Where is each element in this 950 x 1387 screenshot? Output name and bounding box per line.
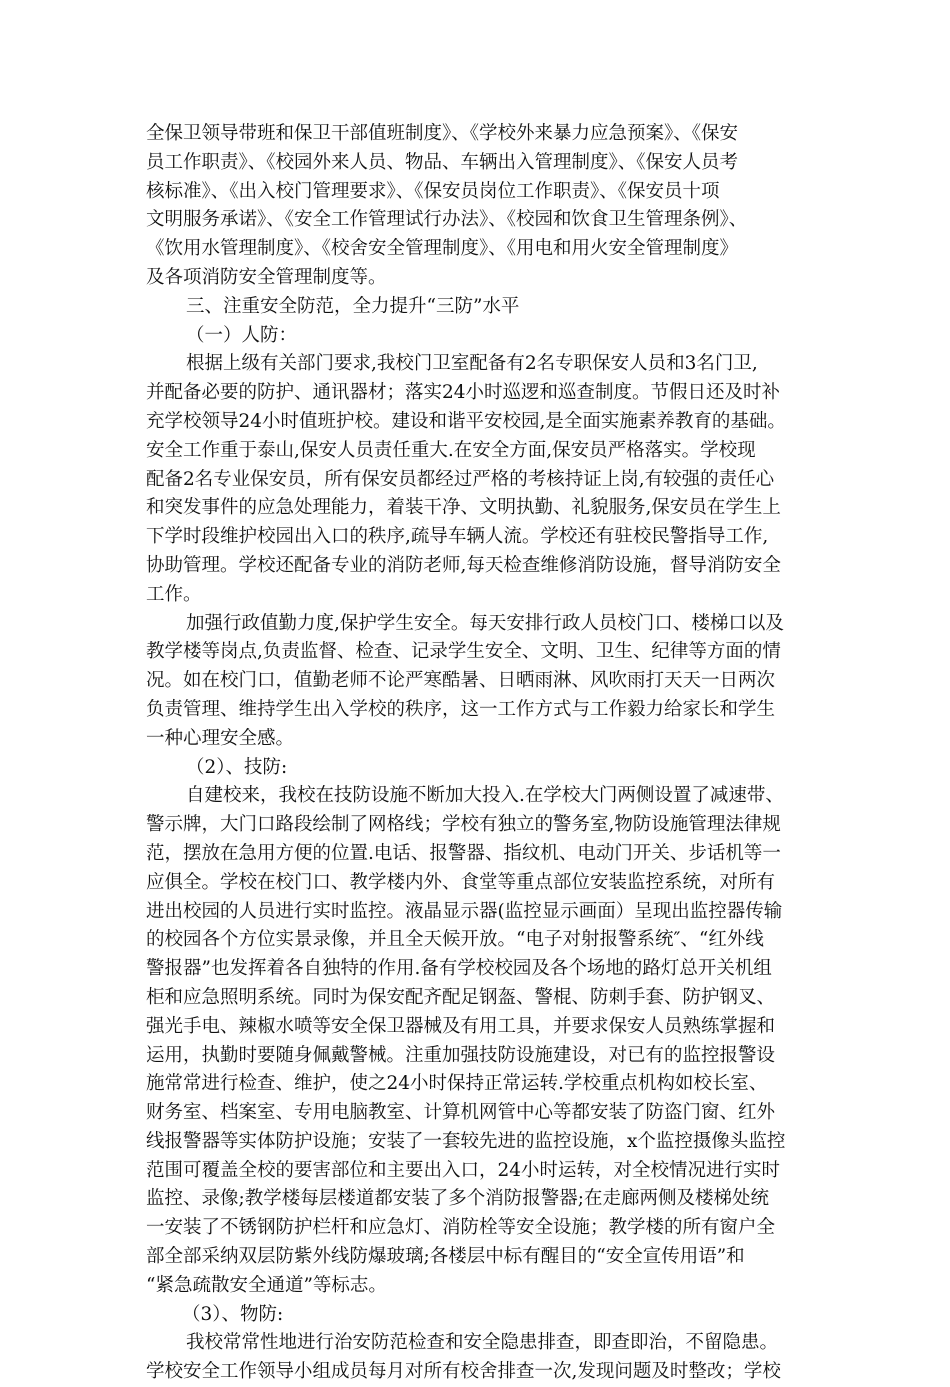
text-line: 员工作职责》、《校园外来人员、物品、车辆出入管理制度》、《保安人员考 xyxy=(146,151,739,173)
text-line: 况。如在校门口，值勤老师不论严寒酷暑、日晒雨淋、风吹雨打天天一日两次 xyxy=(146,670,776,692)
text-line: 三、注重安全防范，全力提升“三防”水平 xyxy=(186,295,520,317)
text-line: 线报警器等实体防护设施；安装了一套较先进的监控设施，x个监控摄像头监控 xyxy=(146,1130,786,1152)
text-line: “紧急疏散安全通道”等标志。 xyxy=(146,1274,387,1296)
text-line: 应俱全。学校在校门口、教学楼内外、食堂等重点部位安装监控系统，对所有 xyxy=(146,871,776,893)
text-line: 部全部采纳双层防紫外线防爆玻璃;各楼层中标有醒目的“安全宣传用语”和 xyxy=(146,1246,745,1268)
text-line: 工作。 xyxy=(146,583,202,605)
text-line: 范围可覆盖全校的要害部位和主要出入口，24小时运转，对全校情况进行实时 xyxy=(146,1159,781,1181)
text-line: 的校园各个方位实景录像，并且全天候开放。“电子对射报警系统″、“红外线 xyxy=(146,929,764,951)
text-line: 安全工作重于泰山,保安人员责任重大.在安全方面,保安员严格落实。学校现 xyxy=(146,439,756,461)
text-line: 施常常进行检查、维护，使之24小时保持正常运转.学校重点机构如校长室、 xyxy=(146,1073,768,1095)
text-line: 我校常常性地进行治安防范检查和安全隐患排查，即查即治，不留隐患。 xyxy=(186,1332,779,1354)
text-line: 范，摆放在急用方便的位置.电话、报警器、指纹机、电动门开关、步话机等一 xyxy=(146,842,781,864)
document-body xyxy=(146,120,810,1387)
text-line: 配备2名专业保安员，所有保安员都经过严格的考核持证上岗,有较强的责任心 xyxy=(146,468,775,490)
text-line: 及各项消防安全管理制度等。 xyxy=(146,266,387,288)
text-line: 财务室、档案室、专用电脑教室、计算机网管中心等都安装了防盗门窗、红外 xyxy=(146,1102,776,1124)
text-line: 文明服务承诺》、《安全工作管理试行办法》、《校园和饮食卫生管理条例》、 xyxy=(146,209,748,231)
text-line: 自建校来，我校在技防设施不断加大投入.在学校大门两侧设置了减速带、 xyxy=(186,785,784,807)
text-line: （一）人防： xyxy=(186,324,298,346)
text-line: 协助管理。学校还配备专业的消防老师,每天检查维修消防设施，督导消防安全 xyxy=(146,554,781,576)
text-line: 强光手电、辣椒水喷等安全保卫器械及有用工具，并要求保安人员熟练掌握和 xyxy=(146,1015,776,1037)
text-line: 全保卫领导带班和保卫干部值班制度》、《学校外来暴力应急预案》、《保安 xyxy=(146,123,739,144)
text-line: 运用，执勤时要随身佩戴警械。注重加强技防设施建设，对已有的监控报警设 xyxy=(146,1044,776,1066)
text-line: 根据上级有关部门要求,我校门卫室配备有2名专职保安人员和3名门卫, xyxy=(186,353,758,375)
text-line: 并配备必要的防护、通讯器材；落实24小时巡逻和巡查制度。节假日还及时补 xyxy=(146,382,781,404)
text-line: 警示牌，大门口路段绘制了网格线；学校有独立的警务室,物防设施管理法律规 xyxy=(146,814,781,836)
text-line: （3）、物防: xyxy=(182,1303,284,1325)
text-line: 学校安全工作领导小组成员每月对所有校舍排查一次,发现问题及时整改；学校 xyxy=(146,1361,781,1383)
text-line: 加强行政值勤力度,保护学生安全。每天安排行政人员校门口、楼梯口以及 xyxy=(186,612,784,634)
text-line: 充学校领导24小时值班护校。建设和谐平安校园,是全面实施素养教育的基础。 xyxy=(146,410,786,432)
text-line: 柜和应急照明系统。同时为保安配齐配足钢盔、警棍、防刺手套、防护钢叉、 xyxy=(146,986,776,1008)
text-line: 和突发事件的应急处理能力，着装干净、文明执勤、礼貌服务,保安员在学生上 xyxy=(146,497,781,519)
text-line: 进出校园的人员进行实时监控。液晶显示器(监控显示画面）呈现出监控器传输 xyxy=(146,900,783,922)
text-line: （2）、技防: xyxy=(186,756,288,778)
text-line: 监控、录像;教学楼每层楼道都安装了多个消防报警器;在走廊两侧及楼梯处统 xyxy=(146,1188,769,1210)
text-line: 教学楼等岗点,负责监督、检查、记录学生安全、文明、卫生、纪律等方面的情 xyxy=(146,641,781,663)
text-line: 《饮用水管理制度》、《校舍安全管理制度》、《用电和用火安全管理制度》 xyxy=(146,238,739,260)
text-line: 负责管理、维持学生出入学校的秩序，这一工作方式与工作毅力给家长和学生 xyxy=(146,698,776,720)
text-line: 一种心理安全感。 xyxy=(146,727,295,749)
text-line: 警报器”也发挥着各自独特的作用.备有学校校园及各个场地的路灯总开关机组 xyxy=(146,958,772,980)
text-line: 核标准》、《出入校门管理要求》、《保安员岗位工作职责》、《保安员十项 xyxy=(146,180,720,202)
text-line: 一安装了不锈钢防护栏杆和应急灯、消防栓等安全设施；教学楼的所有窗户全 xyxy=(146,1217,776,1239)
text-line: 下学时段维护校园出入口的秩序,疏导车辆人流。学校还有驻校民警指导工作, xyxy=(146,526,769,548)
